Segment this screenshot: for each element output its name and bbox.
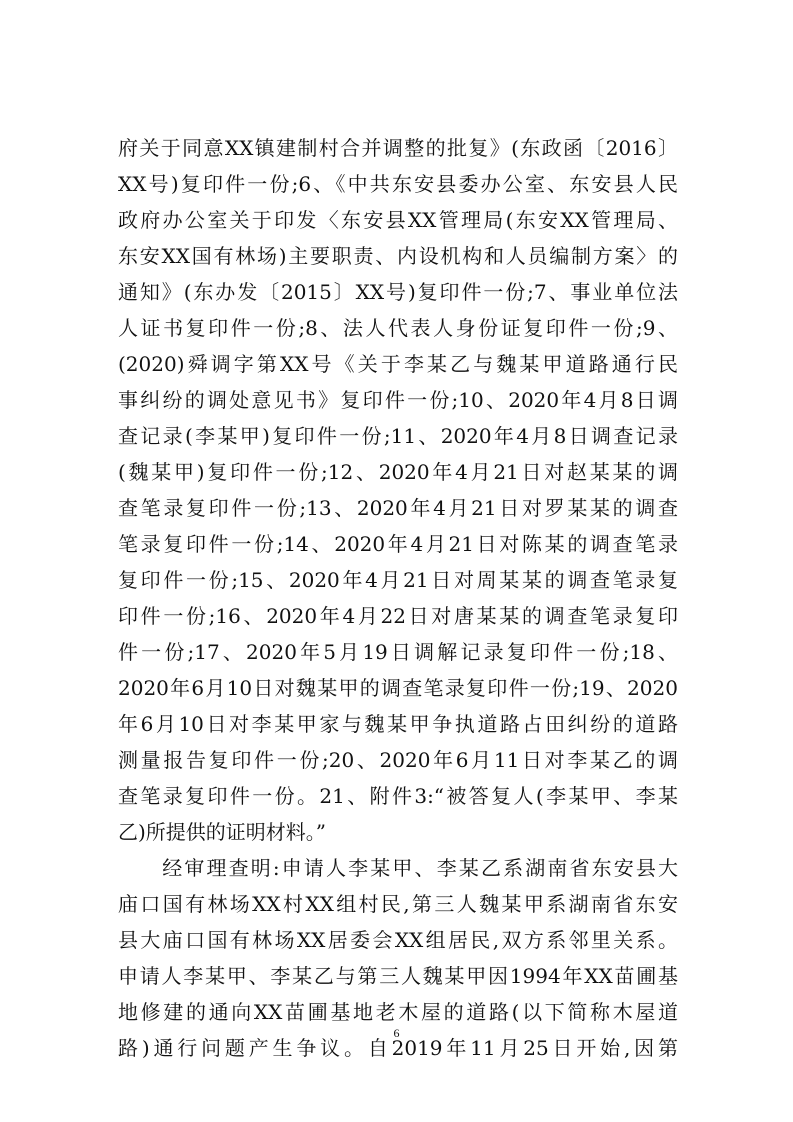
text-line: 经审理查明:申请人李某甲、李某乙系湖南省东安县大 <box>118 856 678 880</box>
text-line: 通知》(东办发〔2015〕XX号)复印件一份;7、事业单位法 <box>118 280 678 304</box>
text-line: 政府办公室关于印发〈东安县XX管理局(东安XX管理局、 <box>118 208 678 232</box>
text-line: 年6月10日对李某甲家与魏某甲争执道路占田纠纷的道路 <box>118 712 678 736</box>
page-number: 6 <box>393 1026 400 1040</box>
text-line: 庙口国有林场XX村XX组村民,第三人魏某甲系湖南省东安 <box>118 892 678 916</box>
text-line: 查笔录复印件一份。21、附件3:“被答复人(李某甲、李某 <box>118 784 678 808</box>
text-line: (2020)舜调字第XX号《关于李某乙与魏某甲道路通行民 <box>118 352 678 376</box>
text-line: 件一份;17、2020年5月19日调解记录复印件一份;18、 <box>118 640 678 664</box>
text-line: 路)通行问题产生争议。自2019年11月25日开始,因第 <box>118 1036 678 1060</box>
text-line: 印件一份;16、2020年4月22日对唐某某的调查笔录复印 <box>118 604 678 628</box>
text-line: 笔录复印件一份;14、2020年4月21日对陈某的调查笔录 <box>118 532 678 556</box>
text-line: 查记录(李某甲)复印件一份;11、2020年4月8日调查记录 <box>118 424 678 448</box>
text-line: 乙)所提供的证明材料。” <box>118 820 327 844</box>
text-line: 测量报告复印件一份;20、2020年6月11日对李某乙的调 <box>118 748 678 772</box>
text-line: XX号)复印件一份;6、《中共东安县委办公室、东安县人民 <box>118 172 678 196</box>
text-line: (魏某甲)复印件一份;12、2020年4月21日对赵某某的调 <box>118 460 678 484</box>
text-line: 查笔录复印件一份;13、2020年4月21日对罗某某的调查 <box>118 496 678 520</box>
text-line: 府关于同意XX镇建制村合并调整的批复》(东政函〔2016〕 <box>118 136 678 160</box>
text-line: 县大庙口国有林场XX居委会XX组居民,双方系邻里关系。 <box>118 928 678 952</box>
text-line: 申请人李某甲、李某乙与第三人魏某甲因1994年XX苗圃基 <box>118 964 678 988</box>
text-line: 东安XX国有林场)主要职责、内设机构和人员编制方案〉的 <box>118 244 678 268</box>
text-line: 地修建的通向XX苗圃基地老木屋的道路(以下简称木屋道 <box>118 1000 678 1024</box>
text-line: 人证书复印件一份;8、法人代表人身份证复印件一份;9、 <box>118 316 678 340</box>
text-line: 事纠纷的调处意见书》复印件一份;10、2020年4月8日调 <box>118 388 678 412</box>
text-line: 2020年6月10日对魏某甲的调查笔录复印件一份;19、2020 <box>118 676 678 700</box>
text-line: 复印件一份;15、2020年4月21日对周某某的调查笔录复 <box>118 568 678 592</box>
